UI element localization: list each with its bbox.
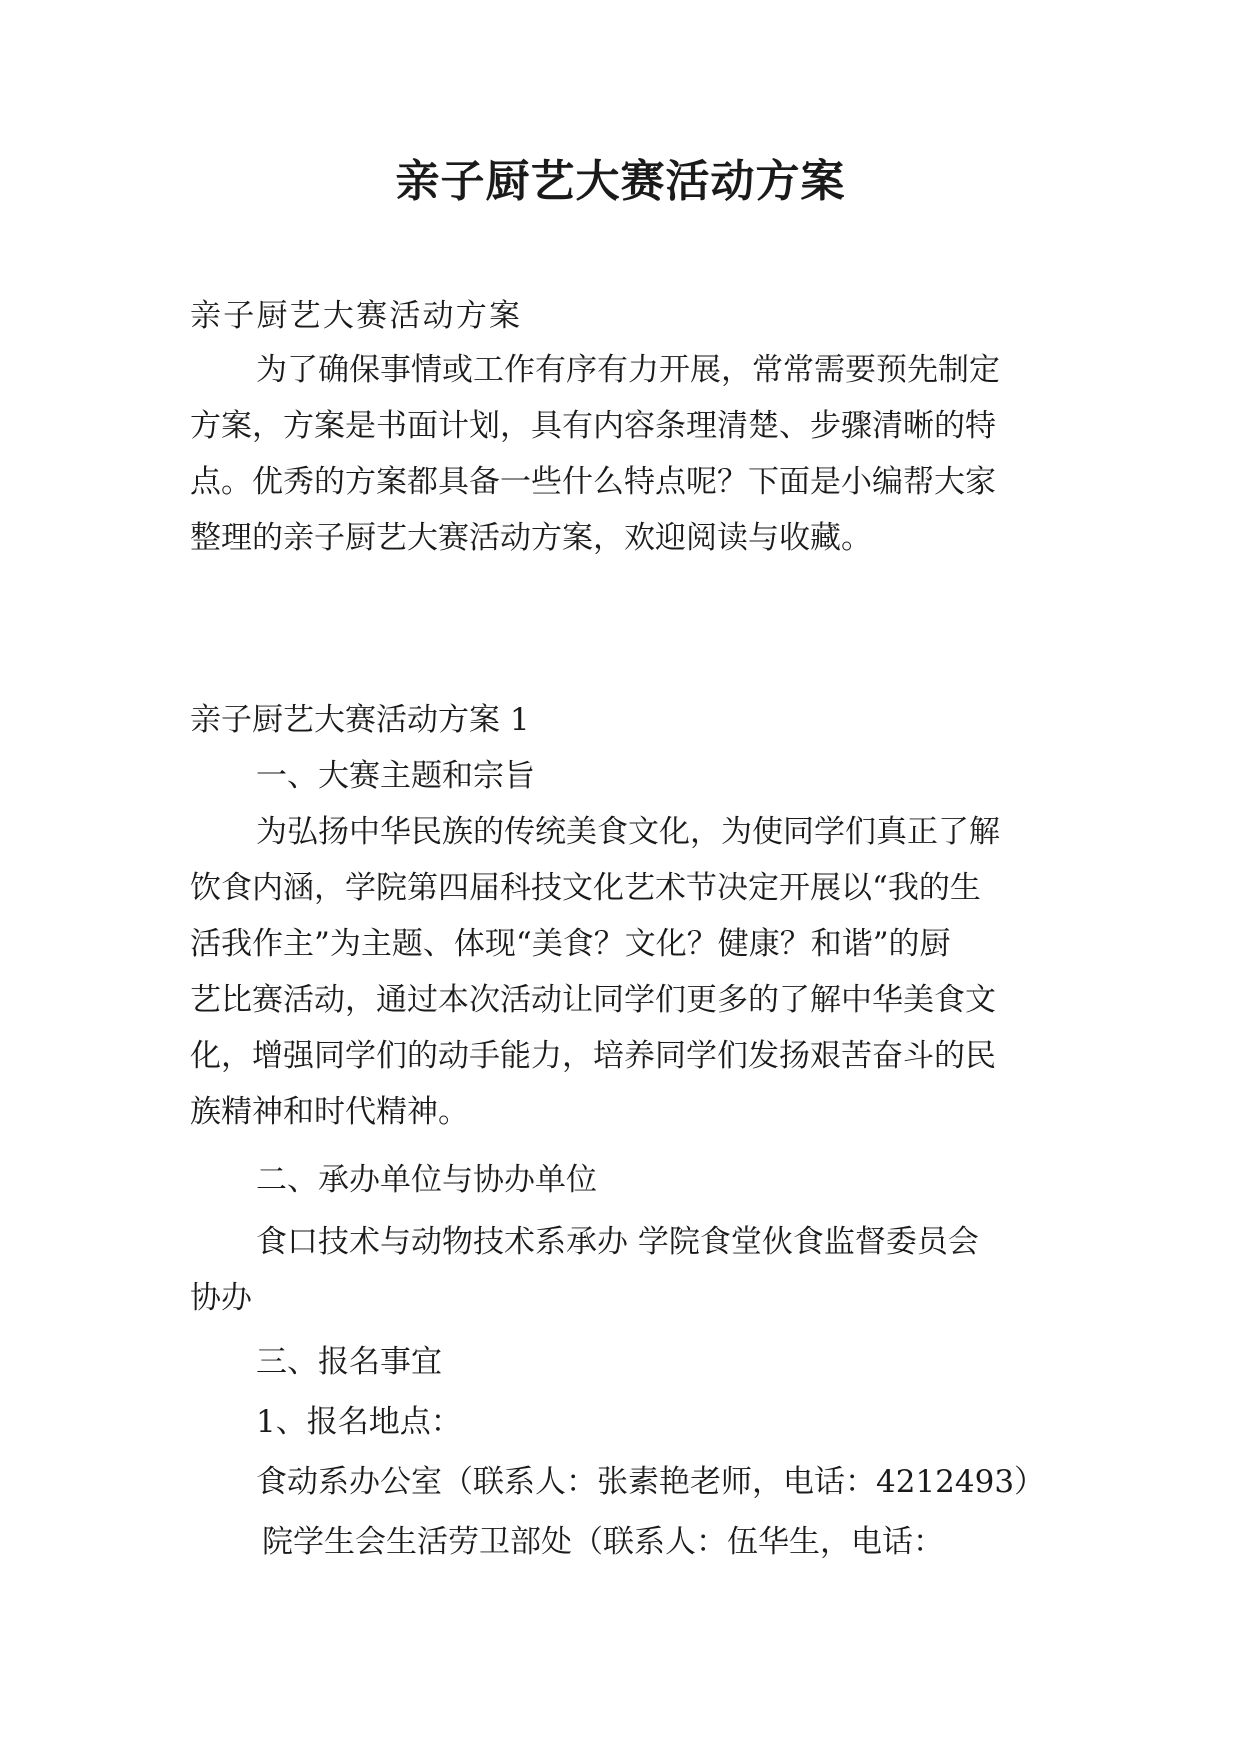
organizer-line-2: 协办 — [190, 1280, 252, 1316]
heading-three: 三、报名事宜 — [256, 1344, 442, 1380]
intro-line-2: 方案，方案是书面计划，具有内容条理清楚、步骤清晰的特 — [190, 408, 996, 444]
para-line-3: 活我作主”为主题、体现“美食？文化？健康？和谐”的厨 — [190, 926, 951, 962]
para-line-5: 化，增强同学们的动手能力，培养同学们发扬艰苦奋斗的民 — [190, 1038, 996, 1074]
registration-location-label: 1、报名地点： — [256, 1404, 462, 1440]
para-line-4: 艺比赛活动，通过本次活动让同学们更多的了解中华美食文 — [190, 982, 996, 1018]
contact-line-2: 院学生会生活劳卫部处（联系人：伍华生，电话： — [262, 1524, 944, 1560]
intro-line-4: 整理的亲子厨艺大赛活动方案，欢迎阅读与收藏。 — [190, 520, 872, 556]
heading-one: 一、大赛主题和宗旨 — [256, 758, 535, 794]
organizer-line-1: 食口技术与动物技术系承办 学院食堂伙食监督委员会 — [256, 1224, 979, 1260]
heading-two: 二、承办单位与协办单位 — [256, 1162, 597, 1198]
section-heading: 亲子厨艺大赛活动方案 1 — [190, 702, 530, 738]
para-line-6: 族精神和时代精神。 — [190, 1094, 469, 1130]
para-line-1: 为弘扬中华民族的传统美食文化，为使同学们真正了解 — [256, 814, 1000, 850]
intro-line-3: 点。优秀的方案都具备一些什么特点呢？下面是小编帮大家 — [190, 464, 996, 500]
document-title: 亲子厨艺大赛活动方案 — [395, 156, 846, 207]
doc-subtitle: 亲子厨艺大赛活动方案 — [190, 298, 520, 334]
contact-line-1: 食动系办公室（联系人：张素艳老师，电话：4212493） — [256, 1464, 1046, 1500]
intro-line-1: 为了确保事情或工作有序有力开展，常常需要预先制定 — [256, 352, 1000, 388]
para-line-2: 饮食内涵，学院第四届科技文化艺术节决定开展以“我的生 — [190, 870, 981, 906]
